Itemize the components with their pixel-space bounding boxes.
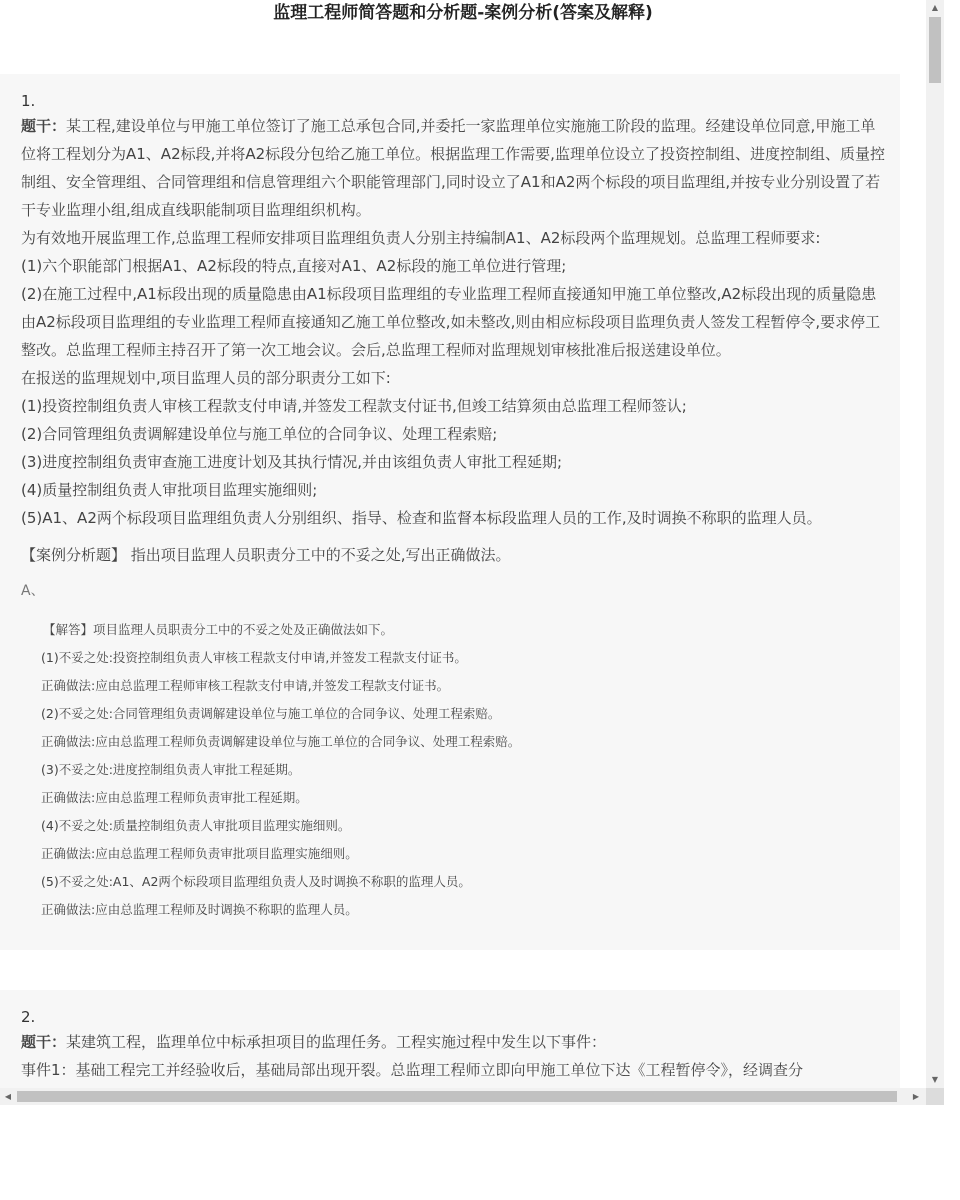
question-number: 1. [21,92,36,110]
question-card [0,74,900,950]
answer-line: 正确做法:应由总监理工程师负责调解建设单位与施工单位的合同争议、处理工程索赔。 [41,734,521,749]
answer-line: (2)不妥之处:合同管理组负责调解建设单位与施工单位的合同争议、处理工程索赔。 [41,706,501,721]
answer-line: 正确做法:应由总监理工程师及时调换不称职的监理人员。 [41,902,358,917]
answer-line: 正确做法:应由总监理工程师负责审批项目监理实施细则。 [41,846,358,861]
question-stem [21,112,888,532]
scroll-right-icon[interactable]: ▶ [912,1092,920,1101]
page-title: 监理工程师简答题和分析题-案例分析(答案及解释) [273,3,653,23]
scrollbar-corner [926,1088,944,1105]
question-number: 2. [21,1008,36,1026]
vertical-scrollbar[interactable] [926,0,944,1088]
stem-line: (3)进度控制组负责审查施工进度计划及其执行情况,并由该组负责人审批工程延期; [21,453,563,471]
stem-line: (5)A1、A2两个标段项目监理组负责人分别组织、指导、检查和监督本标段监理人员的工作,及时调换不称职的监理人员。 [21,509,822,527]
answer-line: (1)不妥之处:投资控制组负责人审核工程款支付申请,并签发工程款支付证书。 [41,650,467,665]
stem-paragraph [21,112,888,224]
stem-line: 为有效地开展监理工作,总监理工程师安排项目监理组负责人分别主持编制A1、A2标段两个监理规划。总监理工程师要求: [21,229,821,247]
stem-text: 某工程,建设单位与甲施工单位签订了施工总承包合同,并委托一家监理单位实施施工阶段的监理。经建设单位同意,甲施工单位将工程划分为A1、A2标段,并将A2标段分包给乙施工单位。根据监理工作需要,监理单位设立了投资控制组、进度控制组、质量控制组、安全管理组、合同管理组和信息管理组六个职能管理部门,同时设立了A1和A2两个标段的项目监理组,并按专业分别设置了若干专业监理小组,组成直线职能制项目监理组织机构。 [21,117,885,219]
stem-line: (4)质量控制组负责人审批项目监理实施细则; [21,481,318,499]
stem-paragraph [21,1028,888,1056]
stem-line: (1)六个职能部门根据A1、A2标段的特点,直接对A1、A2标段的施工单位进行管理; [21,257,567,275]
scroll-down-icon[interactable]: ▼ [931,1075,939,1084]
answer-line: (4)不妥之处:质量控制组负责人审批项目监理实施细则。 [41,818,351,833]
stem-line: (2)合同管理组负责调解建设单位与施工单位的合同争议、处理工程索赔; [21,425,498,443]
answer-line: 【解答】项目监理人员职责分工中的不妥之处及正确做法如下。 [43,622,394,637]
answer-line: (5)不妥之处:A1、A2两个标段项目监理组负责人及时调换不称职的监理人员。 [41,874,471,889]
vertical-scroll-thumb[interactable] [929,17,941,83]
stem-line: 事件1：基础工程完工并经验收后，基础局部出现开裂。总监理工程师立即向甲施工单位下达《工程暂停令》，经调查分 [21,1061,804,1079]
stem-line: (2)在施工过程中,A1标段出现的质量隐患由A1标段项目监理组的专业监理工程师直接通知甲施工单位整改,A2标段出现的质量隐患由A2标段项目监理组的专业监理工程师直接通知乙施工单位整改,如未整改,则由相应标段项目监理负责人签发工程暂停令,要求停工整改。总监理工程师主持召开了第一次工地会议。会后,总监理工程师对监理规划审核批准后报送建设单位。 [21,285,881,359]
stem-text: 某建筑工程，监理单位中标承担项目的监理任务。工程实施过程中发生以下事件： [66,1033,607,1051]
stem-label: 题干： [21,1033,67,1051]
horizontal-scroll-thumb[interactable] [17,1091,897,1102]
question-prompt: 【案例分析题】 指出项目监理人员职责分工中的不妥之处,写出正确做法。 [21,546,511,564]
question-stem [21,1028,888,1084]
scroll-up-icon[interactable]: ▲ [931,3,939,12]
answer-option[interactable]: A、 [21,583,45,599]
stem-line: (1)投资控制组负责人审核工程款支付申请,并签发工程款支付证书,但竣工结算须由总监理工程师签认; [21,397,687,415]
scroll-left-icon[interactable]: ◀ [4,1092,12,1101]
stem-label: 题干： [21,117,67,135]
answer-line: 正确做法:应由总监理工程师审核工程款支付申请,并签发工程款支付证书。 [41,678,450,693]
question-card [0,990,900,1088]
stem-line: 在报送的监理规划中,项目监理人员的部分职责分工如下: [21,369,391,387]
horizontal-scrollbar[interactable] [0,1088,926,1105]
answer-line: (3)不妥之处:进度控制组负责人审批工程延期。 [41,762,301,777]
answer-explanation [21,616,888,924]
answer-line: 正确做法:应由总监理工程师负责审批工程延期。 [41,790,308,805]
